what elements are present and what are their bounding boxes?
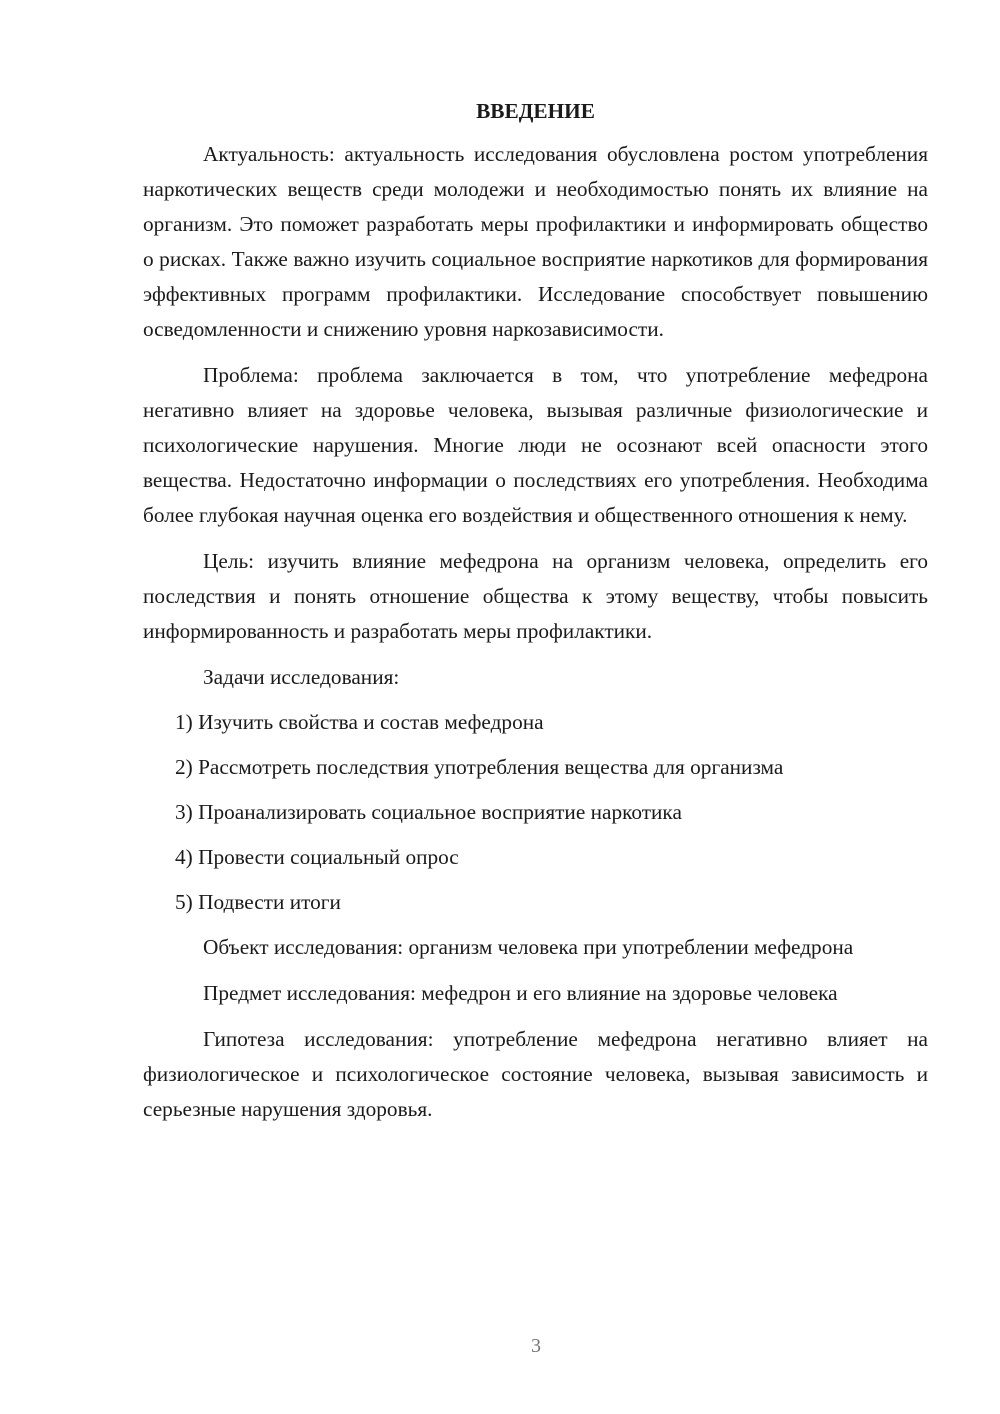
section-title: ВВЕДЕНИЕ [476, 99, 595, 123]
page-number: 3 [531, 1335, 541, 1357]
task-item: 1) Изучить свойства и состав мефедрона [175, 710, 544, 734]
object-paragraph: Объект исследования: организм человека при употреблении мефедрона [203, 935, 854, 959]
task-item: 2) Рассмотреть последствия употребления вещества для организма [175, 755, 784, 779]
task-item: 4) Провести социальный опрос [175, 845, 459, 869]
tasks-heading: Задачи исследования: [203, 665, 400, 689]
task-item: 5) Подвести итоги [175, 890, 341, 914]
task-list [143, 705, 928, 920]
problem-paragraph: Проблема: проблема заключается в том, что употребление мефедрона негативно влияет на здоровье человека, вызывая различные физиологические и психологические нарушения. Многие люди не осознают всей опасности этого вещества. Недостаточно информации о последствиях его употребления. Необходима более глубокая научная оценка его воздействия и общественного отношения к нему. [143, 363, 928, 527]
document-page [143, 96, 928, 1138]
task-item: 3) Проанализировать социальное восприятие наркотика [175, 800, 682, 824]
subject-paragraph: Предмет исследования: мефедрон и его влияние на здоровье человека [203, 981, 838, 1005]
goal-paragraph: Цель: изучить влияние мефедрона на организм человека, определить его последствия и понять отношение общества к этому веществу, чтобы повысить информированность и разработать меры профилактики. [143, 549, 928, 643]
hypothesis-paragraph: Гипотеза исследования: употребление мефедрона негативно влияет на физиологическое и психологическое состояние человека, вызывая зависимость и серьезные нарушения здоровья. [143, 1027, 928, 1121]
relevance-paragraph: Актуальность: актуальность исследования обусловлена ростом употребления наркотических веществ среди молодежи и необходимостью понять их влияние на организм. Это поможет разработать меры профилактики и информировать общество о рисках. Также важно изучить социальное восприятие наркотиков для формирования эффективных программ профилактики. Исследование способствует повышению осведомленности и снижению уровня наркозависимости. [143, 142, 928, 341]
